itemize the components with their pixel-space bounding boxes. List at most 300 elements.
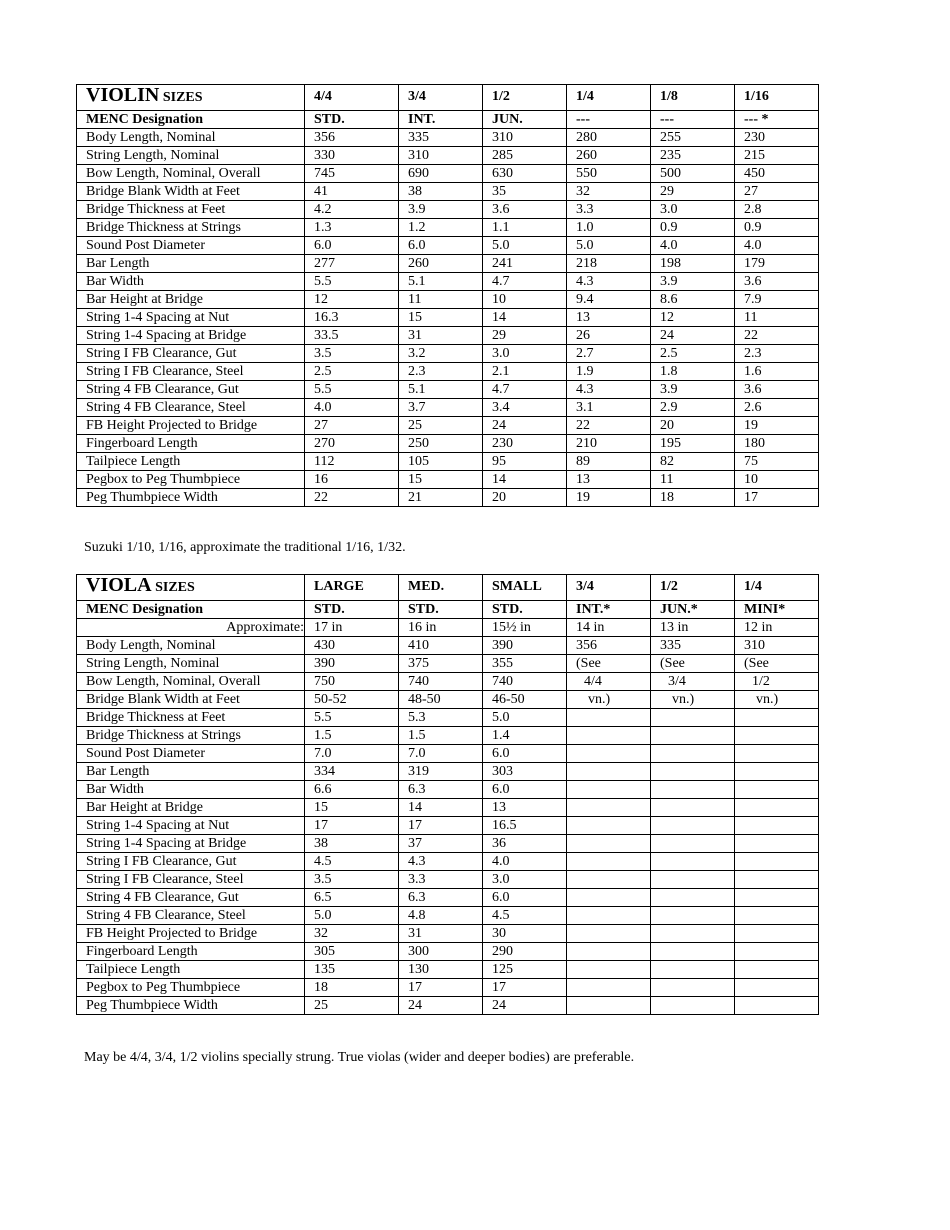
- table-cell: 0.9: [735, 219, 819, 237]
- table-cell: 24: [483, 417, 567, 435]
- row-label: String 1-4 Spacing at Bridge: [77, 835, 305, 853]
- table-cell: 745: [305, 165, 399, 183]
- table-cell: 241: [483, 255, 567, 273]
- table-cell: 303: [483, 763, 567, 781]
- table-cell: [567, 745, 651, 763]
- table-cell: 1.5: [305, 727, 399, 745]
- table-cell: 4.5: [483, 907, 567, 925]
- row-label: String 4 FB Clearance, Gut: [77, 381, 305, 399]
- table-cell: [735, 709, 819, 727]
- violin-sizes-table: [76, 84, 819, 507]
- table-cell: STD.: [305, 111, 399, 129]
- row-label: Body Length, Nominal: [77, 637, 305, 655]
- table-cell: 13 in: [651, 619, 735, 637]
- table-row: [77, 201, 819, 219]
- row-label: Bar Length: [77, 255, 305, 273]
- table-cell: INT.: [399, 111, 483, 129]
- table-row: [77, 637, 819, 655]
- table-cell: 1.8: [651, 363, 735, 381]
- table-cell: ---: [567, 111, 651, 129]
- table-cell: 2.9: [651, 399, 735, 417]
- table-cell: 1.5: [399, 727, 483, 745]
- table-row: [77, 291, 819, 309]
- table-cell: [651, 817, 735, 835]
- table-cell: 630: [483, 165, 567, 183]
- table-cell: 24: [651, 327, 735, 345]
- row-label: Body Length, Nominal: [77, 129, 305, 147]
- table-cell: 4.7: [483, 381, 567, 399]
- table-cell: [567, 817, 651, 835]
- viola-note: May be 4/4, 3/4, 1/2 violins specially strung. True violas (wider and deeper bodies) are preferable.: [84, 1050, 635, 1065]
- table-cell: 5.1: [399, 273, 483, 291]
- viola-title-main: VIOLA: [86, 574, 152, 596]
- table-cell: 4.0: [735, 237, 819, 255]
- column-header: 1/2: [651, 575, 735, 601]
- table-row: [77, 889, 819, 907]
- table-row: [77, 255, 819, 273]
- table-cell: [735, 943, 819, 961]
- table-row: [77, 147, 819, 165]
- row-label: String 1-4 Spacing at Bridge: [77, 327, 305, 345]
- table-cell: [651, 673, 735, 691]
- table-cell: 230: [483, 435, 567, 453]
- row-label: String 4 FB Clearance, Gut: [77, 889, 305, 907]
- table-cell: 16 in: [399, 619, 483, 637]
- table-cell: 20: [483, 489, 567, 507]
- table-cell: 3.5: [305, 871, 399, 889]
- table-cell: [651, 691, 735, 709]
- table-cell: 14: [483, 309, 567, 327]
- table-cell: STD.: [399, 601, 483, 619]
- table-cell: 16.3: [305, 309, 399, 327]
- table-cell: 3.9: [651, 381, 735, 399]
- row-label: Peg Thumbpiece Width: [77, 489, 305, 507]
- table-cell: [651, 997, 735, 1015]
- table-cell: [567, 853, 651, 871]
- table-cell: 32: [567, 183, 651, 201]
- table-cell: STD.: [305, 601, 399, 619]
- row-label: String I FB Clearance, Steel: [77, 871, 305, 889]
- table-cell: 9.4: [567, 291, 651, 309]
- column-header: 1/4: [567, 85, 651, 111]
- table-cell: 6.6: [305, 781, 399, 799]
- table-row: [77, 961, 819, 979]
- table-cell: 4.2: [305, 201, 399, 219]
- table-row: [77, 997, 819, 1015]
- row-label: Fingerboard Length: [77, 435, 305, 453]
- table-row: [77, 781, 819, 799]
- table-cell: 2.5: [651, 345, 735, 363]
- table-cell: [735, 691, 819, 709]
- table-row: [77, 381, 819, 399]
- table-cell: 7.9: [735, 291, 819, 309]
- table-cell: JUN.: [483, 111, 567, 129]
- table-cell: 4.7: [483, 273, 567, 291]
- table-cell: 390: [305, 655, 399, 673]
- column-header: SMALL: [483, 575, 567, 601]
- table-cell: [735, 799, 819, 817]
- table-row: [77, 489, 819, 507]
- table-cell: 215: [735, 147, 819, 165]
- table-cell: 17: [399, 979, 483, 997]
- table-cell: 26: [567, 327, 651, 345]
- table-cell: 5.5: [305, 709, 399, 727]
- table-row: [77, 471, 819, 489]
- table-row: [77, 417, 819, 435]
- table-cell: [651, 961, 735, 979]
- table-cell: 4.3: [567, 381, 651, 399]
- table-cell: 4.3: [567, 273, 651, 291]
- table-row: [77, 363, 819, 381]
- table-cell: 38: [399, 183, 483, 201]
- table-row: [77, 327, 819, 345]
- table-cell: [567, 979, 651, 997]
- row-label: Approximate:: [77, 619, 305, 637]
- table-cell: 15: [399, 309, 483, 327]
- table-cell: 27: [305, 417, 399, 435]
- table-cell: 330: [305, 147, 399, 165]
- table-cell: 2.1: [483, 363, 567, 381]
- table-cell: 125: [483, 961, 567, 979]
- table-row: [77, 453, 819, 471]
- table-row: [77, 799, 819, 817]
- table-cell: 450: [735, 165, 819, 183]
- table-cell: 3.9: [399, 201, 483, 219]
- row-label: Bar Height at Bridge: [77, 799, 305, 817]
- row-label: FB Height Projected to Bridge: [77, 417, 305, 435]
- table-cell: 3.3: [567, 201, 651, 219]
- table-cell: STD.: [483, 601, 567, 619]
- table-cell: 2.6: [735, 399, 819, 417]
- table-cell: [651, 871, 735, 889]
- table-cell: (See: [651, 655, 735, 673]
- table-cell: 33.5: [305, 327, 399, 345]
- table-cell: 13: [567, 309, 651, 327]
- table-cell: 12: [305, 291, 399, 309]
- row-label: Fingerboard Length: [77, 943, 305, 961]
- table-cell: 355: [483, 655, 567, 673]
- violin-header-row: [77, 85, 819, 111]
- table-cell: [735, 871, 819, 889]
- table-row: [77, 345, 819, 363]
- row-label: Bow Length, Nominal, Overall: [77, 165, 305, 183]
- table-cell: 31: [399, 925, 483, 943]
- table-cell: 32: [305, 925, 399, 943]
- violin-title-sub: SIZES: [162, 90, 203, 105]
- table-cell: 740: [399, 673, 483, 691]
- table-cell: [651, 709, 735, 727]
- table-row: [77, 309, 819, 327]
- table-cell: 21: [399, 489, 483, 507]
- table-cell: --- *: [735, 111, 819, 129]
- table-cell: [735, 889, 819, 907]
- table-cell: 12 in: [735, 619, 819, 637]
- row-label: Bar Length: [77, 763, 305, 781]
- table-cell: [651, 745, 735, 763]
- table-row: [77, 709, 819, 727]
- cell-text: vn.): [588, 692, 611, 707]
- table-cell: 25: [399, 417, 483, 435]
- row-label: Pegbox to Peg Thumbpiece: [77, 979, 305, 997]
- table-cell: [567, 691, 651, 709]
- column-header: 4/4: [305, 85, 399, 111]
- table-cell: 135: [305, 961, 399, 979]
- table-row: [77, 273, 819, 291]
- table-cell: 3.6: [483, 201, 567, 219]
- table-row: [77, 655, 819, 673]
- table-cell: [651, 781, 735, 799]
- table-cell: 3.5: [305, 345, 399, 363]
- table-cell: 16: [305, 471, 399, 489]
- table-cell: [567, 871, 651, 889]
- table-cell: 1.0: [567, 219, 651, 237]
- table-cell: 277: [305, 255, 399, 273]
- table-cell: [735, 673, 819, 691]
- viola-title-sub: SIZES: [155, 580, 195, 595]
- table-cell: INT.*: [567, 601, 651, 619]
- table-cell: 15: [399, 471, 483, 489]
- row-label: String 1-4 Spacing at Nut: [77, 817, 305, 835]
- table-cell: 7.0: [305, 745, 399, 763]
- table-cell: 0.9: [651, 219, 735, 237]
- table-cell: [567, 997, 651, 1015]
- cell-text: vn.): [756, 692, 779, 707]
- table-cell: 3.0: [483, 345, 567, 363]
- table-cell: 22: [735, 327, 819, 345]
- table-cell: 210: [567, 435, 651, 453]
- table-cell: 27: [735, 183, 819, 201]
- table-cell: 75: [735, 453, 819, 471]
- table-cell: 15: [305, 799, 399, 817]
- table-cell: 8.6: [651, 291, 735, 309]
- table-cell: 95: [483, 453, 567, 471]
- table-cell: 18: [305, 979, 399, 997]
- table-cell: 5.5: [305, 273, 399, 291]
- table-cell: [567, 781, 651, 799]
- row-label: Bar Width: [77, 273, 305, 291]
- table-cell: 11: [651, 471, 735, 489]
- table-cell: 105: [399, 453, 483, 471]
- table-cell: 1.9: [567, 363, 651, 381]
- table-cell: 24: [483, 997, 567, 1015]
- row-label: String I FB Clearance, Gut: [77, 853, 305, 871]
- table-cell: 310: [399, 147, 483, 165]
- table-cell: 180: [735, 435, 819, 453]
- table-cell: [735, 835, 819, 853]
- table-cell: 290: [483, 943, 567, 961]
- table-cell: 11: [735, 309, 819, 327]
- table-cell: 50-52: [305, 691, 399, 709]
- table-cell: 270: [305, 435, 399, 453]
- table-cell: 6.3: [399, 889, 483, 907]
- table-row: [77, 763, 819, 781]
- table-cell: [567, 925, 651, 943]
- table-cell: 1.4: [483, 727, 567, 745]
- table-cell: 500: [651, 165, 735, 183]
- table-row: [77, 817, 819, 835]
- column-header: 1/16: [735, 85, 819, 111]
- table-cell: [735, 781, 819, 799]
- table-cell: 89: [567, 453, 651, 471]
- table-cell: 410: [399, 637, 483, 655]
- table-cell: 179: [735, 255, 819, 273]
- table-row: [77, 835, 819, 853]
- table-cell: 250: [399, 435, 483, 453]
- row-label: Bridge Thickness at Strings: [77, 219, 305, 237]
- row-label: String 4 FB Clearance, Steel: [77, 907, 305, 925]
- table-cell: 3.7: [399, 399, 483, 417]
- table-cell: 130: [399, 961, 483, 979]
- table-cell: 1.2: [399, 219, 483, 237]
- table-cell: 2.3: [399, 363, 483, 381]
- violin-table-title: [77, 85, 305, 111]
- table-cell: 17: [483, 979, 567, 997]
- table-cell: (See: [567, 655, 651, 673]
- table-cell: 29: [651, 183, 735, 201]
- table-cell: 3.2: [399, 345, 483, 363]
- table-row: [77, 183, 819, 201]
- table-cell: 14: [399, 799, 483, 817]
- table-cell: 17: [399, 817, 483, 835]
- table-row: [77, 691, 819, 709]
- table-cell: 2.5: [305, 363, 399, 381]
- column-header: 3/4: [567, 575, 651, 601]
- table-cell: 198: [651, 255, 735, 273]
- cell-text: vn.): [672, 692, 695, 707]
- menc-designation-row: [77, 601, 819, 619]
- table-cell: [735, 925, 819, 943]
- table-cell: MINI*: [735, 601, 819, 619]
- table-cell: 82: [651, 453, 735, 471]
- row-label: MENC Designation: [77, 601, 305, 619]
- table-cell: [651, 889, 735, 907]
- row-label: Bridge Thickness at Strings: [77, 727, 305, 745]
- table-cell: 6.0: [483, 889, 567, 907]
- row-label: Pegbox to Peg Thumbpiece: [77, 471, 305, 489]
- table-cell: [735, 853, 819, 871]
- table-cell: 335: [399, 129, 483, 147]
- cell-text: 4/4: [584, 674, 602, 689]
- cell-text: 1/2: [752, 674, 770, 689]
- table-cell: [567, 799, 651, 817]
- table-cell: 218: [567, 255, 651, 273]
- table-cell: 1.6: [735, 363, 819, 381]
- approximate-size-row: [77, 619, 819, 637]
- table-cell: 334: [305, 763, 399, 781]
- table-row: [77, 435, 819, 453]
- table-cell: 5.0: [483, 709, 567, 727]
- row-label: String Length, Nominal: [77, 655, 305, 673]
- table-cell: 280: [567, 129, 651, 147]
- table-cell: 10: [735, 471, 819, 489]
- table-cell: [735, 997, 819, 1015]
- table-cell: 4.3: [399, 853, 483, 871]
- table-row: [77, 165, 819, 183]
- table-cell: 1.1: [483, 219, 567, 237]
- table-row: [77, 907, 819, 925]
- table-cell: [567, 709, 651, 727]
- table-cell: 4.0: [305, 399, 399, 417]
- row-label: String 1-4 Spacing at Nut: [77, 309, 305, 327]
- table-row: [77, 673, 819, 691]
- table-cell: 6.5: [305, 889, 399, 907]
- table-cell: 22: [305, 489, 399, 507]
- table-row: [77, 727, 819, 745]
- row-label: FB Height Projected to Bridge: [77, 925, 305, 943]
- table-cell: [651, 835, 735, 853]
- table-cell: 13: [567, 471, 651, 489]
- table-cell: 2.7: [567, 345, 651, 363]
- table-cell: 6.3: [399, 781, 483, 799]
- table-cell: 10: [483, 291, 567, 309]
- table-cell: [567, 961, 651, 979]
- table-cell: 255: [651, 129, 735, 147]
- table-cell: (See: [735, 655, 819, 673]
- row-label: String 4 FB Clearance, Steel: [77, 399, 305, 417]
- table-cell: 11: [399, 291, 483, 309]
- table-cell: 356: [567, 637, 651, 655]
- table-cell: 4.0: [651, 237, 735, 255]
- table-cell: 25: [305, 997, 399, 1015]
- table-row: [77, 399, 819, 417]
- table-cell: 5.3: [399, 709, 483, 727]
- table-cell: 5.0: [567, 237, 651, 255]
- row-label: Tailpiece Length: [77, 961, 305, 979]
- table-cell: 4.0: [483, 853, 567, 871]
- table-cell: 5.5: [305, 381, 399, 399]
- table-row: [77, 979, 819, 997]
- table-cell: [651, 979, 735, 997]
- table-cell: 12: [651, 309, 735, 327]
- table-cell: 36: [483, 835, 567, 853]
- table-cell: 310: [735, 637, 819, 655]
- table-cell: 6.0: [483, 781, 567, 799]
- column-header: 1/8: [651, 85, 735, 111]
- table-cell: ---: [651, 111, 735, 129]
- row-label: MENC Designation: [77, 111, 305, 129]
- table-cell: 310: [483, 129, 567, 147]
- row-label: String I FB Clearance, Steel: [77, 363, 305, 381]
- table-cell: [651, 943, 735, 961]
- table-cell: [651, 853, 735, 871]
- table-cell: 17 in: [305, 619, 399, 637]
- table-cell: [651, 727, 735, 745]
- table-cell: 35: [483, 183, 567, 201]
- table-cell: [567, 943, 651, 961]
- row-label: Bridge Thickness at Feet: [77, 709, 305, 727]
- table-cell: 14: [483, 471, 567, 489]
- table-cell: [567, 727, 651, 745]
- table-row: [77, 219, 819, 237]
- table-cell: [735, 961, 819, 979]
- table-cell: 5.1: [399, 381, 483, 399]
- table-cell: [567, 889, 651, 907]
- table-cell: 1.3: [305, 219, 399, 237]
- table-cell: 19: [735, 417, 819, 435]
- table-cell: 13: [483, 799, 567, 817]
- table-cell: 550: [567, 165, 651, 183]
- cell-text: 3/4: [668, 674, 686, 689]
- table-cell: 3.6: [735, 381, 819, 399]
- table-cell: 300: [399, 943, 483, 961]
- row-label: Sound Post Diameter: [77, 745, 305, 763]
- violin-table-body: [77, 85, 819, 507]
- viola-header-row: [77, 575, 819, 601]
- table-cell: 2.8: [735, 201, 819, 219]
- table-cell: 260: [399, 255, 483, 273]
- table-cell: 16.5: [483, 817, 567, 835]
- table-cell: 22: [567, 417, 651, 435]
